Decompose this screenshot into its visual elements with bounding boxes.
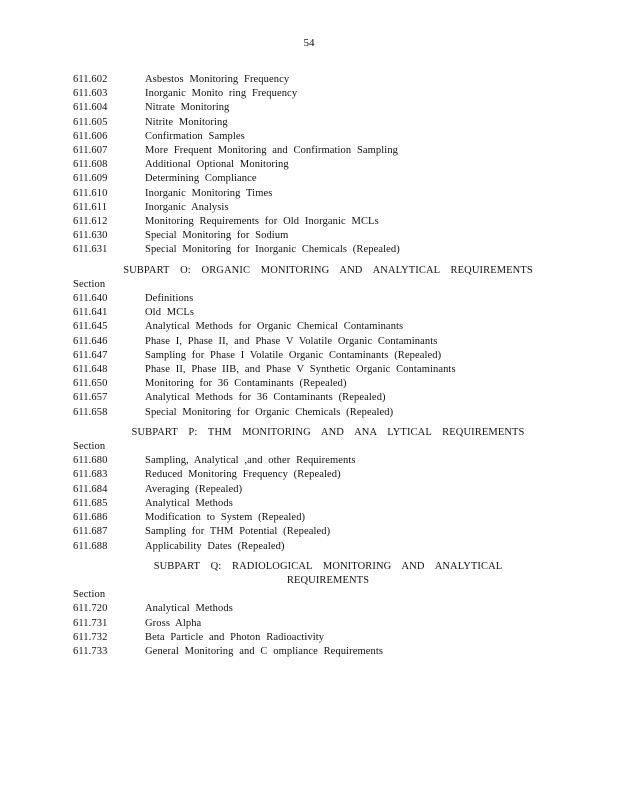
toc-row — [73, 363, 553, 377]
section-number: 611.610 — [73, 187, 108, 199]
toc-row — [73, 483, 553, 497]
section-group-subpart-o — [73, 264, 553, 420]
section-number: 611.608 — [73, 159, 108, 171]
toc-row — [73, 391, 553, 405]
toc-row — [73, 243, 553, 257]
toc-row — [73, 406, 553, 420]
section-title: Additional Optional Monitoring — [145, 159, 289, 171]
section-number: 611.606 — [73, 130, 108, 142]
section-title: General Monitoring and C ompliance Requirements — [145, 645, 384, 657]
toc-row — [73, 292, 553, 306]
toc-row — [73, 158, 553, 172]
section-title: Averaging (Repealed) — [145, 483, 243, 495]
toc-row — [73, 172, 553, 186]
toc-row — [73, 617, 553, 631]
toc-row — [73, 349, 553, 363]
section-number: 611.688 — [73, 540, 108, 552]
section-title: Analytical Methods — [145, 603, 233, 615]
section-title: Analytical Methods — [145, 497, 233, 509]
section-number: 611.720 — [73, 603, 108, 615]
section-number: 611.604 — [73, 102, 108, 114]
section-title: Beta Particle and Photon Radioactivity — [145, 631, 325, 643]
section-title: Phase II, Phase IIB, and Phase V Synthetic Organic Contaminants — [145, 364, 456, 376]
section-title: Analytical Methods for 36 Contaminants (Repealed) — [145, 392, 386, 404]
toc-row — [73, 87, 553, 101]
section-title: Asbestos Monitoring Frequency — [145, 74, 290, 85]
toc-row — [73, 497, 553, 511]
toc-row — [73, 229, 553, 243]
section-title: Nitrate Monitoring — [145, 102, 230, 114]
section-number: 611.733 — [73, 645, 108, 657]
toc-row — [73, 201, 553, 215]
section-number: 611.646 — [73, 335, 108, 347]
section-title: Inorganic Monitoring Times — [145, 187, 273, 199]
section-number: 611.611 — [73, 201, 108, 213]
section-number: 611.680 — [73, 455, 108, 467]
toc-row — [73, 73, 553, 87]
subpart-heading: SUBPART P: THM MONITORING AND ANA LYTICAL REQUIREMENTS — [131, 426, 525, 438]
toc-row — [73, 215, 553, 229]
section-number: 611.683 — [73, 469, 108, 481]
page-number: 54 — [303, 37, 315, 49]
toc-row — [73, 144, 553, 158]
subpart-heading: SUBPART O: ORGANIC MONITORING AND ANALYTICAL REQUIREMENTS — [123, 264, 533, 276]
section-number: 611.650 — [73, 378, 108, 390]
toc-row — [73, 602, 553, 616]
toc-row — [73, 101, 553, 115]
section-label: Section — [73, 278, 106, 290]
toc-row — [73, 335, 553, 349]
section-title: Analytical Methods for Organic Chemical Contaminants — [145, 321, 404, 333]
section-title: Inorganic Monito ring Frequency — [145, 88, 298, 100]
section-group-subpart-p — [73, 426, 553, 554]
section-number: 611.640 — [73, 293, 108, 305]
table-of-contents — [73, 73, 553, 659]
section-title: Gross Alpha — [145, 617, 202, 629]
toc-row — [73, 468, 553, 482]
toc-row — [73, 540, 553, 554]
section-number: 611.603 — [73, 88, 108, 100]
section-number: 611.731 — [73, 617, 108, 629]
toc-row — [73, 525, 553, 539]
toc-row — [73, 377, 553, 391]
toc-row — [73, 306, 553, 320]
section-number: 611.609 — [73, 173, 108, 185]
toc-row — [73, 320, 553, 334]
section-number: 611.602 — [73, 74, 108, 85]
section-title: Inorganic Analysis — [145, 201, 229, 213]
section-title: Monitoring Requirements for Old Inorganic MCLs — [145, 216, 379, 228]
section-title: Special Monitoring for Sodium — [145, 230, 289, 242]
section-number: 611.631 — [73, 244, 108, 256]
section-label: Section — [73, 589, 106, 601]
section-number: 611.607 — [73, 145, 108, 157]
section-title: Phase I, Phase II, and Phase V Volatile Organic Contaminants — [145, 335, 438, 347]
section-label: Section — [73, 441, 106, 453]
section-number: 611.612 — [73, 216, 108, 228]
subpart-heading-continued: REQUIREMENTS — [286, 574, 370, 586]
section-title: Definitions — [145, 293, 194, 305]
section-title: Determining Compliance — [145, 173, 257, 185]
section-number: 611.686 — [73, 512, 108, 524]
section-group-subpart-q — [73, 560, 553, 659]
section-title: Nitrite Monitoring — [145, 116, 228, 128]
subpart-heading: SUBPART Q: RADIOLOGICAL MONITORING AND ANALYTICAL — [153, 560, 503, 572]
section-number: 611.645 — [73, 321, 108, 333]
section-number: 611.605 — [73, 116, 108, 128]
section-number: 611.732 — [73, 631, 108, 643]
toc-row — [73, 116, 553, 130]
toc-row — [73, 645, 553, 659]
section-number: 611.657 — [73, 392, 108, 404]
section-title: Special Monitoring for Organic Chemicals (Repealed) — [145, 406, 394, 418]
toc-row — [73, 130, 553, 144]
section-title: Monitoring for 36 Contaminants (Repealed) — [145, 378, 347, 390]
section-title: Special Monitoring for Inorganic Chemicals (Repealed) — [145, 244, 400, 256]
section-title: Sampling for THM Potential (Repealed) — [145, 526, 331, 538]
section-number: 611.684 — [73, 483, 108, 495]
section-title: Confirmation Samples — [145, 130, 245, 142]
section-title: Sampling for Phase I Volatile Organic Contaminants (Repealed) — [145, 349, 442, 361]
section-number: 611.641 — [73, 307, 108, 319]
toc-row — [73, 187, 553, 201]
section-title: More Frequent Monitoring and Confirmation Sampling — [145, 145, 399, 157]
section-number: 611.648 — [73, 364, 108, 376]
section-number: 611.658 — [73, 406, 108, 418]
toc-row — [73, 631, 553, 645]
section-title: Modification to System (Repealed) — [145, 512, 306, 524]
toc-row — [73, 511, 553, 525]
section-number: 611.630 — [73, 230, 108, 242]
section-title: Sampling, Analytical ,and other Requirements — [145, 455, 356, 467]
section-title: Applicability Dates (Repealed) — [145, 540, 285, 552]
toc-row — [73, 454, 553, 468]
section-number: 611.647 — [73, 349, 108, 361]
section-number: 611.687 — [73, 526, 108, 538]
section-group-inorganic — [73, 73, 553, 258]
section-title: Old MCLs — [145, 307, 195, 319]
section-number: 611.685 — [73, 497, 108, 509]
section-title: Reduced Monitoring Frequency (Repealed) — [145, 469, 341, 481]
